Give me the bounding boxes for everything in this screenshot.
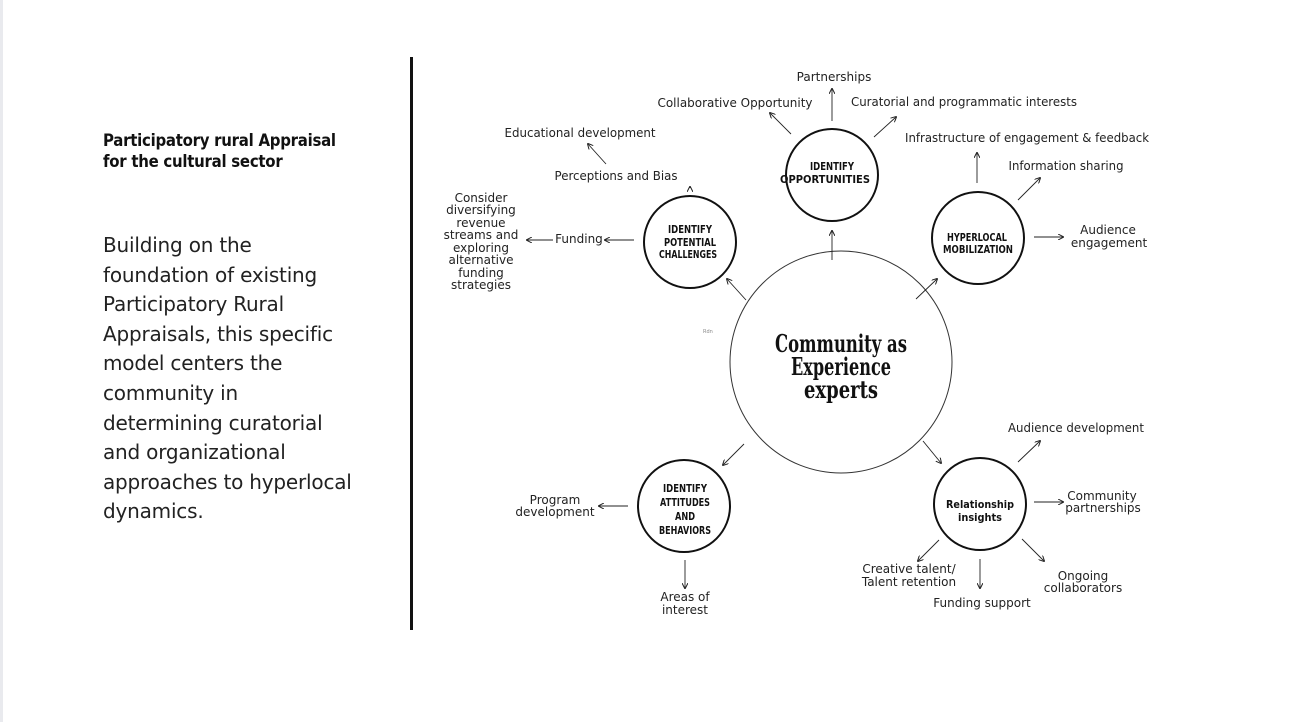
label-information-sharing: Information sharing — [1008, 159, 1124, 173]
arrow-center-challenges — [727, 279, 746, 300]
node-attitudes-line-2: ATTITUDES — [660, 496, 711, 509]
arrow-collaborative — [770, 113, 791, 134]
node-opportunities-line-1: IDENTIFY — [810, 160, 855, 173]
arrow-curatorial — [874, 117, 896, 137]
label-consider-line-7: funding — [458, 266, 504, 280]
label-program-development-2: development — [515, 505, 595, 519]
arrow-information — [1018, 178, 1040, 200]
node-opportunities-line-2: OPPORTUNITIES — [780, 173, 871, 186]
label-consider-line-6: alternative — [448, 253, 514, 267]
page-title: Participatory rural Appraisal for the cultural sector — [103, 131, 336, 172]
arrow-center-attitudes — [723, 444, 744, 465]
node-mobilization-line-1: HYPERLOCAL — [947, 231, 1007, 244]
label-consider-line-5: exploring — [452, 241, 510, 255]
node-attitudes-line-3: AND — [675, 510, 695, 523]
label-community-partnerships-1: Community — [1067, 489, 1137, 503]
arrow-ongoing — [1022, 539, 1044, 561]
label-ongoing-1: Ongoing — [1057, 569, 1109, 583]
description-paragraph: Building on the foundation of existing Participatory Rural Appraisals, this specific model centers the community in determining curatorial and organizational approaches to hyperlocal dynamics. — [103, 233, 352, 524]
label-consider-line-8: strategies — [451, 278, 511, 292]
center-line-2: Experience — [791, 352, 891, 381]
label-program-development-1: Program — [529, 493, 581, 507]
label-consider-diversifying — [444, 191, 519, 292]
label-creative-talent-1: Creative talent/ — [862, 562, 956, 576]
node-challenges-line-2: POTENTIAL — [664, 236, 716, 249]
label-audience-development: Audience development — [1008, 421, 1145, 435]
label-funding: Funding — [555, 232, 603, 246]
label-areas-of-interest-2: interest — [661, 603, 709, 617]
label-consider-line-2: diversifying — [446, 203, 516, 217]
label-audience-engagement-2: engagement — [1070, 236, 1148, 250]
label-educational-development: Educational development — [504, 126, 656, 140]
node-relationship-line-1: Relationship — [946, 498, 1015, 511]
node-mobilization-line-2: MOBILIZATION — [943, 243, 1013, 256]
label-creative-talent-2: Talent retention — [861, 575, 957, 589]
label-curatorial-interests: Curatorial and programmatic interests — [851, 95, 1077, 109]
arrow-educational — [588, 144, 606, 164]
node-challenges-line-1: IDENTIFY — [668, 223, 713, 236]
center-line-3: experts — [804, 375, 878, 404]
center-title — [775, 329, 907, 404]
small-mark: Rdn — [703, 329, 713, 335]
node-attitudes-line-4: BEHAVIORS — [659, 524, 712, 537]
arrow-creative-talent — [918, 540, 939, 561]
node-challenges-line-3: CHALLENGES — [659, 248, 718, 261]
label-consider-line-1: Consider — [454, 191, 508, 205]
label-funding-support: Funding support — [933, 596, 1031, 610]
arrow-audience-development — [1018, 441, 1040, 462]
node-relationship-line-2: insights — [958, 511, 1003, 524]
label-infrastructure: Infrastructure of engagement & feedback — [905, 131, 1150, 145]
label-community-partnerships-2: partnerships — [1065, 501, 1141, 515]
label-areas-of-interest-1: Areas of — [660, 590, 710, 604]
arrow-center-mobilization — [916, 279, 937, 299]
arrow-center-relationship — [923, 441, 941, 463]
label-audience-engagement-1: Audience — [1080, 223, 1136, 237]
label-collaborative-opportunity: Collaborative Opportunity — [657, 96, 813, 110]
node-attitudes-line-1: IDENTIFY — [663, 482, 708, 495]
label-perceptions-bias: Perceptions and Bias — [554, 169, 678, 183]
label-consider-line-4: streams and — [443, 228, 519, 242]
label-ongoing-2: collaborators — [1043, 581, 1123, 595]
center-line-1: Community as — [775, 329, 907, 358]
label-consider-line-3: revenue — [456, 216, 506, 230]
label-partnerships: Partnerships — [796, 70, 872, 84]
